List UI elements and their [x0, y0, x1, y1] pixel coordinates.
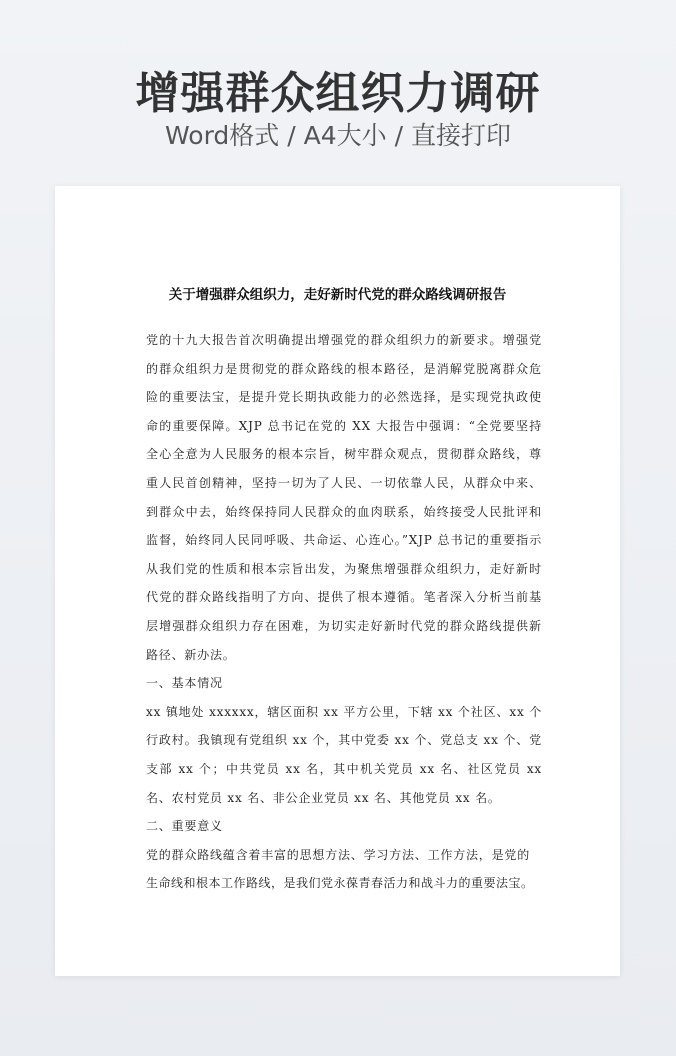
document-title: 关于增强群众组织力，走好新时代党的群众路线调研报告 [168, 287, 507, 303]
paragraph-significance-line-2: 生命线和根本工作路线，是我们党永葆青春活力和战斗力的重要法宝。 [146, 876, 534, 891]
section-heading-basic-situation: 一、基本情况 [146, 676, 223, 691]
paragraph-basic-situation: xx 镇地处 xxxxxx，辖区面积 xx 平方公里，下辖 xx 个社区、xx 个行政村。我镇现有党组织 xx 个，其中党委 xx 个、党总支 xx 个、党支部 xx 个；中共党员 xx 名，其中机关党员 xx 名、社区党员 xx 名、农村党员 xx 名、非公企业党员 xx 名、其他党员 xx 名。 [146, 704, 542, 805]
paragraph-intro: 党的十九大报告首次明确提出增强党的群众组织力的新要求。增强党的群众组织力是贯彻党的群众路线的根本路径，是消解党脱离群众危险的重要法宝，是提升党长期执政能力的必然选择，是实现党执政使命的重要保障。XJP 总书记在党的 XX 大报告中强调：“全党要坚持全心全意为人民服务的根本宗旨，树牢群众观点，贯彻群众路线，尊重人民首创精神，坚持一切为了人民、一切依靠人民，从群众中来、到群众中去，始终保持同人民群众的血肉联系，始终接受人民批评和监督，始终同人民同呼吸、共命运、心连心。”XJP 总书记的重要指示从我们党的性质和根本宗旨出发，为聚焦增强群众组织力，走好新时代党的群众路线指明了方向、提供了根本遵循。笔者深入分析当前基层增强群众组织力存在困难，为切实走好新时代党的群众路线提供新路径、新办法。 [146, 333, 542, 662]
paragraph-significance-line-1: 党的群众路线蕴含着丰富的思想方法、学习方法、工作方法，是党的 [146, 847, 531, 862]
document-page [55, 186, 620, 976]
banner-title: 增强群众组织力调研 [135, 68, 541, 119]
banner-subtitle: Word格式 / A4大小 / 直接打印 [165, 121, 511, 150]
document-body [146, 326, 542, 898]
section-heading-significance: 二、重要意义 [146, 819, 223, 834]
